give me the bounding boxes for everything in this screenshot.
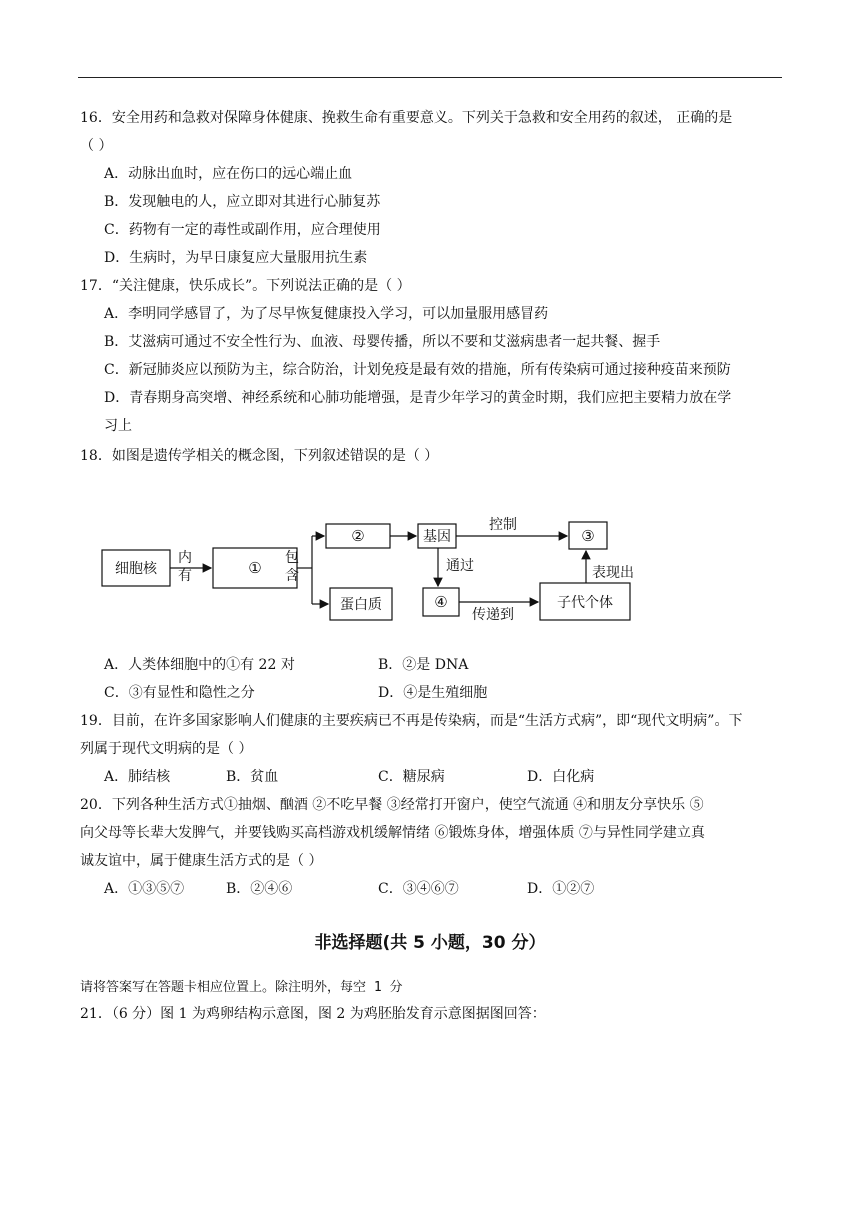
q16-option-c: C．药物有一定的毒性或副作用，应合理使用 xyxy=(104,222,381,238)
q18-option-b: B．②是 DNA xyxy=(378,657,469,673)
q19-option-d: D．白化病 xyxy=(527,769,595,785)
protein-label: 蛋白质 xyxy=(340,597,382,613)
q18-option-a: A．人类体细胞中的①有 22 对 xyxy=(104,657,295,673)
q20-option-c: C．③④⑥⑦ xyxy=(378,881,459,897)
contains-label-1: 包 xyxy=(285,550,299,566)
q18-stem: 18．如图是遗传学相关的概念图，下列叙述错误的是（ ） xyxy=(80,448,439,464)
q19-option-b: B．贫血 xyxy=(226,769,279,785)
q17-option-d: D．青春期身高突增、神经系统和心肺功能增强，是青少年学习的黄金时期，我们应把主要精力放在学 xyxy=(104,390,732,406)
q21-stem: 21．（6 分）图 1 为鸡卵结构示意图，图 2 为鸡胚胎发育示意图据图回答： xyxy=(80,1006,546,1022)
q20-option-b: B．②④⑥ xyxy=(226,881,293,897)
node1-label: ① xyxy=(248,559,262,577)
q16-stem: 16．安全用药和急救对保障身体健康、挽救生命有重要意义。下列关于急救和安全用药的叙述， 正确的是 xyxy=(80,110,733,126)
q17-stem: 17．“关注健康，快乐成长”。下列说法正确的是（ ） xyxy=(80,278,411,294)
expressed-label: 表现出 xyxy=(592,565,634,581)
node4-label: ④ xyxy=(434,593,448,611)
q16-stem-cont: （ ） xyxy=(80,138,113,154)
node3-label: ③ xyxy=(581,527,595,545)
passed-to-label: 传递到 xyxy=(472,607,514,623)
through-label: 通过 xyxy=(446,558,474,574)
q19-stem: 19．目前，在许多国家影响人们健康的主要疾病已不再是传染病，而是“生活方式病”，即“现代文明病”。下 xyxy=(80,713,743,729)
q16-option-d: D．生病时，为早日康复应大量服用抗生素 xyxy=(104,250,368,266)
section-instruction: 请将答案写在答题卡相应位置上。除注明外，每空 1 分 xyxy=(80,980,403,995)
q20-option-d: D．①②⑦ xyxy=(527,881,595,897)
genetics-concept-diagram xyxy=(96,500,656,630)
q17-option-a: A．李明同学感冒了，为了尽早恢复健康投入学习，可以加量服用感冒药 xyxy=(104,306,549,322)
q20-stem: 20．下列各种生活方式①抽烟、酗酒 ②不吃早餐 ③经常打开窗户，使空气流通 ④和朋友分享快乐 ⑤ xyxy=(80,797,704,813)
offspring-label: 子代个体 xyxy=(557,595,613,611)
contains-label-2: 含 xyxy=(285,568,299,584)
q19-option-a: A．肺结核 xyxy=(104,769,171,785)
cell-nucleus-label: 细胞核 xyxy=(115,561,157,577)
control-label: 控制 xyxy=(489,517,517,533)
q19-option-c: C．糖尿病 xyxy=(378,769,445,785)
q17-option-b: B．艾滋病可通过不安全性行为、血液、母婴传播，所以不要和艾滋病患者一起共餐、握手 xyxy=(104,334,661,350)
q19-stem-cont: 列属于现代文明病的是（ ） xyxy=(80,741,253,757)
gene-label: 基因 xyxy=(423,529,451,545)
section-title: 非选择题(共 5 小题，30 分） xyxy=(314,933,546,953)
q17-option-d-cont: 习上 xyxy=(104,418,132,434)
q20-option-a: A．①③⑤⑦ xyxy=(104,881,185,897)
has-label-2: 有 xyxy=(178,568,192,584)
q18-option-d: D．④是生殖细胞 xyxy=(378,685,488,701)
node2-label: ② xyxy=(351,527,365,545)
q17-option-c: C．新冠肺炎应以预防为主，综合防治，计划免疫是最有效的措施，所有传染病可通过接种疫苗来预防 xyxy=(104,362,731,378)
q20-stem-cont-1: 向父母等长辈大发脾气，并要钱购买高档游戏机缓解情绪 ⑥锻炼身体，增强体质 ⑦与异性同学建立真 xyxy=(80,825,705,841)
q16-option-a: A．动脉出血时，应在伤口的远心端止血 xyxy=(104,166,353,182)
q20-stem-cont-2: 诚友谊中，属于健康生活方式的是（ ） xyxy=(80,853,323,869)
q18-option-c: C．③有显性和隐性之分 xyxy=(104,685,255,701)
header-rule xyxy=(78,77,782,78)
has-label-1: 内 xyxy=(178,550,192,566)
q16-option-b: B．发现触电的人，应立即对其进行心肺复苏 xyxy=(104,194,381,210)
